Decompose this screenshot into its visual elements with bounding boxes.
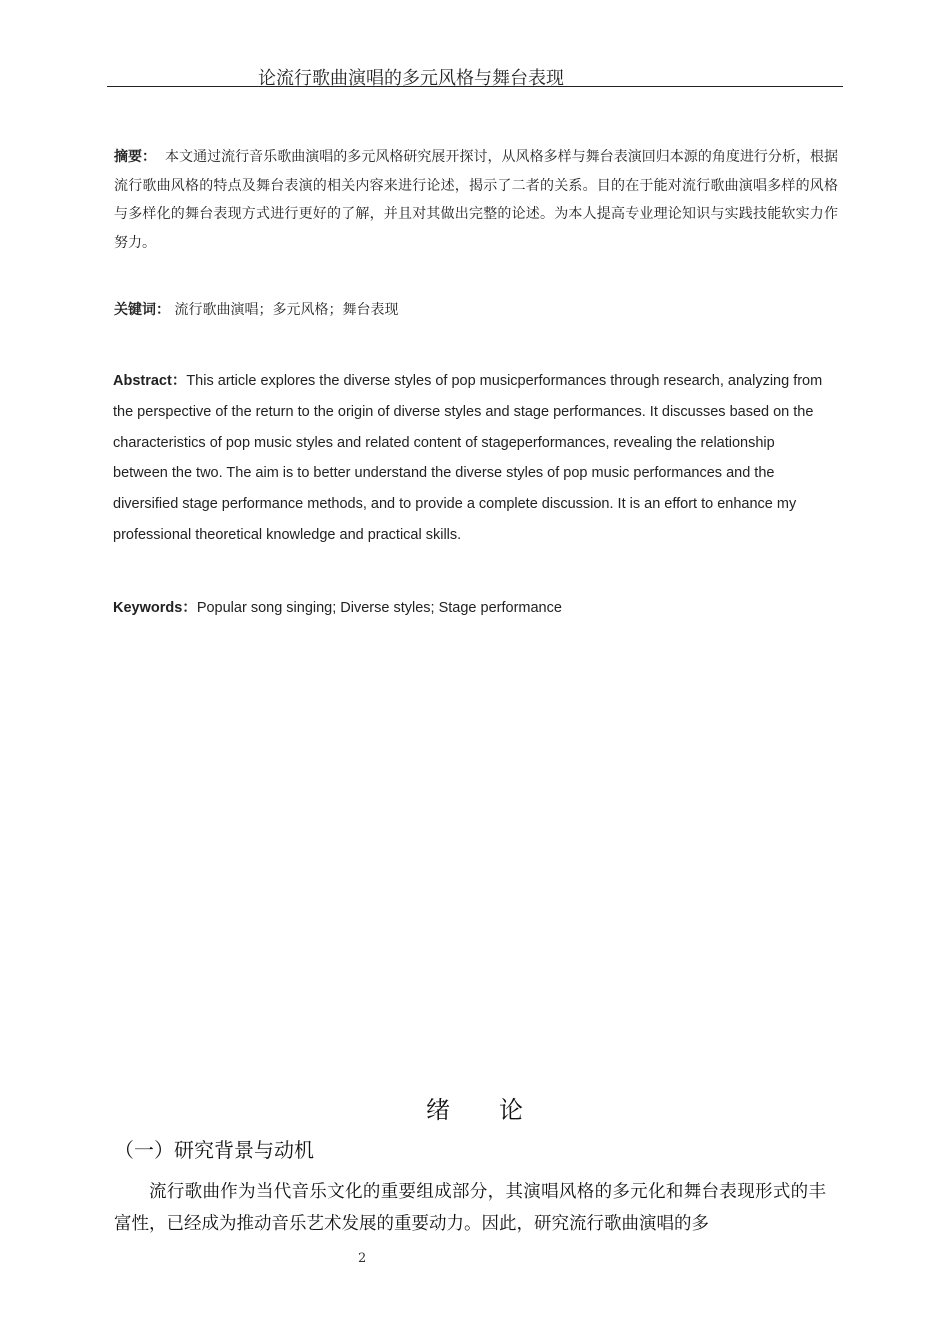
body-paragraph: 流行歌曲作为当代音乐文化的重要组成部分，其演唱风格的多元化和舞台表现形式的丰富性，已经成为推动音乐艺术发展的重要动力。因此，研究流行歌曲演唱的多: [114, 1182, 826, 1234]
chapter-title-char-1: 绪: [426, 1096, 451, 1124]
page-number: 2: [358, 1251, 367, 1266]
keywords-chinese-text: 流行歌曲演唱；多元风格；舞台表现: [174, 302, 399, 318]
header-rule: [107, 86, 843, 87]
abstract-english: [113, 366, 831, 551]
section-heading: （一）研究背景与动机: [114, 1138, 314, 1162]
keywords-english-label: Keywords：: [113, 600, 197, 616]
keywords-chinese: [114, 296, 838, 325]
abstract-chinese-label: 摘要：: [114, 149, 157, 165]
keywords-chinese-label: 关键词：: [114, 302, 170, 318]
abstract-english-text: This article explores the diverse styles of pop musicperformances through research, analyzing from the perspective of the return to the origin of diverse styles and stage performances. It discusses based on the characteristics of pop music styles and related content of stageperformances, revealing the relationship between the two. The aim is to better understand the diverse styles of pop music performances and the diversified stage performance methods, and to provide a complete discussion. It is an effort to enhance my professional theoretical knowledge and practical skills.: [113, 373, 823, 543]
abstract-english-label: Abstract：: [113, 373, 187, 389]
abstract-chinese: [114, 143, 838, 257]
running-header: 论流行歌曲演唱的多元风格与舞台表现: [258, 68, 564, 89]
chapter-title: [0, 1090, 950, 1125]
abstract-chinese-text: 本文通过流行音乐歌曲演唱的多元风格研究展开探讨，从风格多样与舞台表演回归本源的角度进行分析，根据流行歌曲风格的特点及舞台表演的相关内容来进行论述，揭示了二者的关系。目的在于能对流行歌曲演唱多样的风格与多样化的舞台表现方式进行更好的了解，并且对其做出完整的论述。为本人提高专业理论知识与实践技能软实力作努力。: [114, 149, 839, 251]
keywords-english-text: Popular song singing; Diverse styles; Stage performance: [196, 600, 562, 616]
keywords-english: [113, 593, 831, 624]
chapter-title-char-2: 论: [499, 1096, 524, 1124]
